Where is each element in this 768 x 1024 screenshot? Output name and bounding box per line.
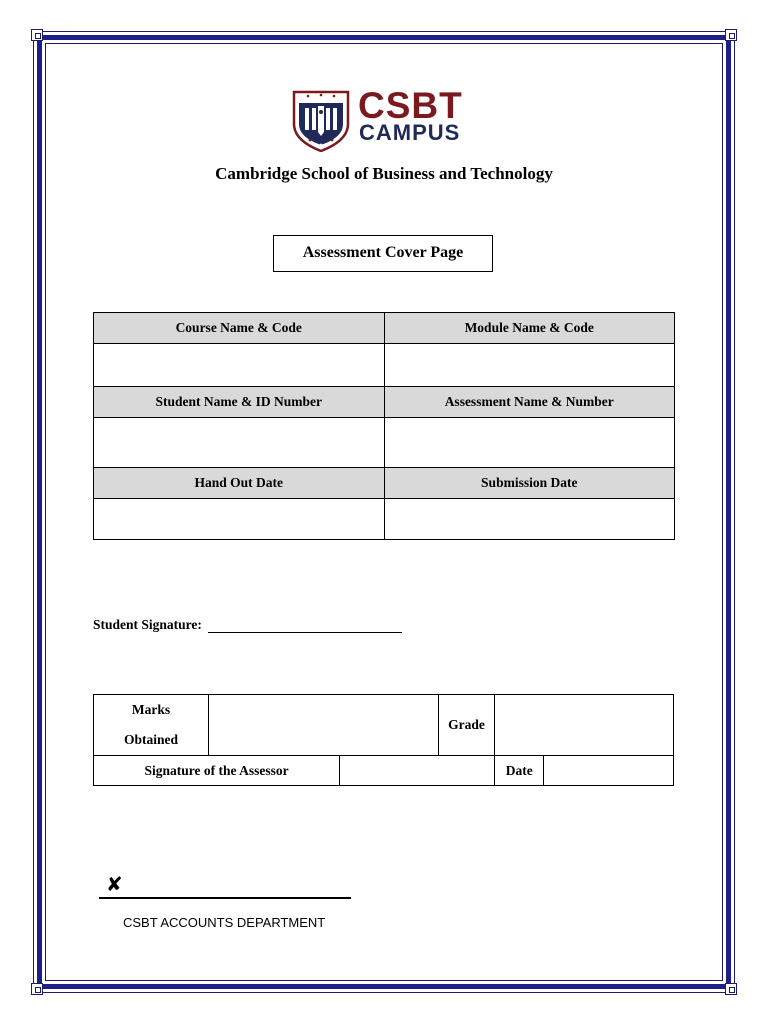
logo-text-csbt: CSBT (358, 85, 463, 126)
student-signature (93, 617, 402, 633)
corner-ornament-bottom-left (31, 983, 43, 995)
x-mark-icon: ✘ (106, 872, 123, 896)
corner-ornament-bottom-right (725, 983, 737, 995)
department-label: CSBT ACCOUNTS DEPARTMENT (123, 915, 326, 930)
assessor-signature-label: Signature of the Assessor (94, 756, 340, 786)
marks-label-line2: Obtained (123, 732, 178, 747)
department-signature-line[interactable] (99, 897, 351, 899)
corner-ornament-top-right (725, 29, 737, 41)
module-field[interactable] (384, 344, 675, 387)
marks-label-line1: Marks (131, 702, 171, 717)
page-title: Assessment Cover Page (273, 235, 493, 272)
assessment-info-table (93, 312, 675, 540)
table-row (94, 468, 675, 499)
shield-icon (292, 90, 350, 152)
grade-label: Grade (439, 695, 495, 756)
assessor-signature-field[interactable] (340, 756, 495, 786)
course-label: Course Name & Code (94, 313, 385, 344)
corner-ornament-top-left (31, 29, 43, 41)
marks-table (93, 694, 674, 786)
student-field[interactable] (94, 418, 385, 468)
date-label: Date (495, 756, 544, 786)
assessment-field[interactable] (384, 418, 675, 468)
assessment-label: Assessment Name & Number (384, 387, 675, 418)
student-signature-line[interactable] (208, 618, 402, 633)
submission-date-label: Submission Date (384, 468, 675, 499)
student-label: Student Name & ID Number (94, 387, 385, 418)
marks-obtained-field[interactable] (209, 695, 439, 756)
handout-date-label: Hand Out Date (94, 468, 385, 499)
table-row (94, 756, 674, 786)
handout-date-field[interactable] (94, 499, 385, 540)
table-row (94, 418, 675, 468)
date-field[interactable] (544, 756, 674, 786)
logo-text-campus: CAMPUS (359, 120, 461, 145)
csbt-logo (292, 85, 482, 154)
school-name: Cambridge School of Business and Technology (215, 164, 553, 183)
student-signature-label: Student Signature: (93, 617, 202, 632)
table-row (94, 313, 675, 344)
table-row (94, 695, 674, 756)
table-row (94, 499, 675, 540)
module-label: Module Name & Code (384, 313, 675, 344)
table-row (94, 387, 675, 418)
marks-obtained-label (94, 695, 209, 756)
course-field[interactable] (94, 344, 385, 387)
table-row (94, 344, 675, 387)
grade-field[interactable] (495, 695, 674, 756)
submission-date-field[interactable] (384, 499, 675, 540)
